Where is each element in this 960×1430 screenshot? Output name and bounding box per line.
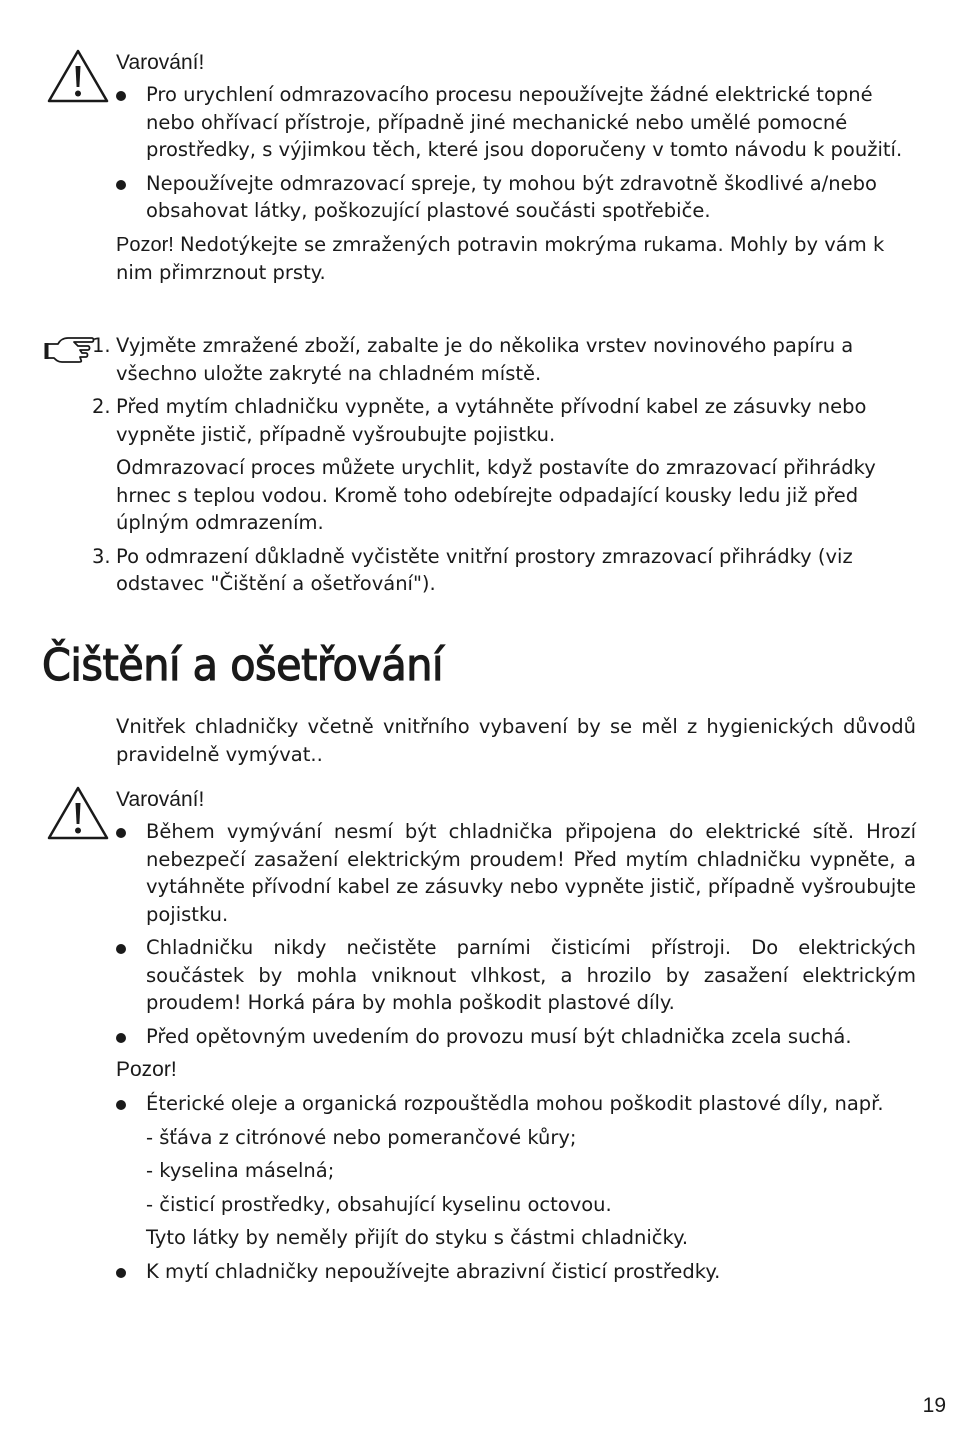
step-text: Po odmrazení důkladně vyčistěte vnitřní prostory zmrazovací přihrádky (viz odstavec "Čištění a ošetřování"). (116, 544, 853, 595)
warning-triangle-icon (46, 48, 110, 104)
warning-label: Varování! (116, 51, 205, 74)
step-item (92, 332, 916, 387)
dash-item: - čisticí prostředky, obsahující kyselinu octovou. (146, 1192, 612, 1216)
warning-triangle-icon (46, 785, 110, 841)
list-item: Chladničku nikdy nečistěte parními čisticími přístroji. Do elektrických součástek by mohla vniknout vlhkost, a hrozilo by zasažení elektrickým proudem! Horká pára by mohla poškodit plastové díly. (116, 934, 916, 1017)
defrost-steps (92, 332, 916, 598)
step-text: Před mytím chladničku vypněte, a vytáhněte přívodní kabel ze zásuvky nebo vypněte jistič, případně vyšroubujte pojistku. (116, 395, 867, 446)
cleaning-intro (116, 713, 916, 768)
caution-text: Nedotýkejte se zmražených potravin mokrýma rukama. Mohly by vám k nim přimrznout prsty. (116, 232, 885, 284)
dash-item: - kyselina máselná; (146, 1159, 335, 1182)
list-item: Pro urychlení odmrazovacího procesu nepoužívejte žádné elektrické topné nebo ohřívací přístroje, případně jiné mechanické nebo umělé pomocné prostředky, s výjimkou těch, které jsou doporučeny v tomto návodu k použití. (116, 81, 916, 164)
caution-label: Pozor! (116, 233, 174, 256)
list-item: Během vymývání nesmí být chladnička připojena do elektrické sítě. Hrozí nebezpečí zasažení elektrickým proudem! Před mytím chladničku vypněte, a vytáhněte přívodní kabel ze zásuvky nebo vypněte jistič, případně vyšroubujte pojistku. (116, 818, 916, 928)
list-item: Éterické oleje a organická rozpouštědla mohou poškodit plastové díly, např. (116, 1090, 916, 1118)
list-item: Před opětovným uvedením do provozu musí být chladnička zcela suchá. (116, 1023, 916, 1051)
warning-section-1 (116, 49, 916, 286)
page-number: 19 (922, 1394, 946, 1417)
step-number: 3. (92, 544, 111, 568)
intro-paragraph: Vnitřek chladničky včetně vnitřního vybavení by se měl z hygienických důvodů pravidelně vymývat.. (116, 715, 916, 766)
step-item (92, 543, 916, 598)
step-text: Odmrazovací proces můžete urychlit, když postavíte do zmrazovací přihrádky hrnec s teplou vodou. Kromě toho odebírejte odpadající kousky ledu již před úplným odmrazením. (116, 456, 876, 534)
dash-note: Tyto látky by neměly přijít do styku s částmi chladničky. (146, 1226, 689, 1249)
dash-item: - šťáva z citrónové nebo pomerančové kůry; (146, 1125, 577, 1149)
step-item (92, 393, 916, 448)
caution-paragraph (116, 231, 916, 287)
caution-label: Pozor! (116, 1058, 177, 1081)
pointing-hand-icon (44, 334, 96, 364)
step-text: Vyjměte zmražené zboží, zabalte je do několika vrstev novinového papíru a všechno uložte zakryté na chladném místě. (116, 334, 854, 385)
list-item: Nepoužívejte odmrazovací spreje, ty mohou být zdravotně škodlivé a/nebo obsahovat látky, poškozující plastové součásti spotřebiče. (116, 170, 916, 225)
warning-label: Varování! (116, 788, 205, 811)
step-number: 1. (92, 334, 111, 357)
list-item: K mytí chladničky nepoužívejte abrazivní čisticí prostředky. (116, 1258, 916, 1286)
step-number: 2. (92, 395, 111, 418)
step-item (116, 454, 916, 537)
section-heading: Čištění a ošetřování (42, 640, 443, 691)
warning-section-2 (116, 786, 916, 1285)
